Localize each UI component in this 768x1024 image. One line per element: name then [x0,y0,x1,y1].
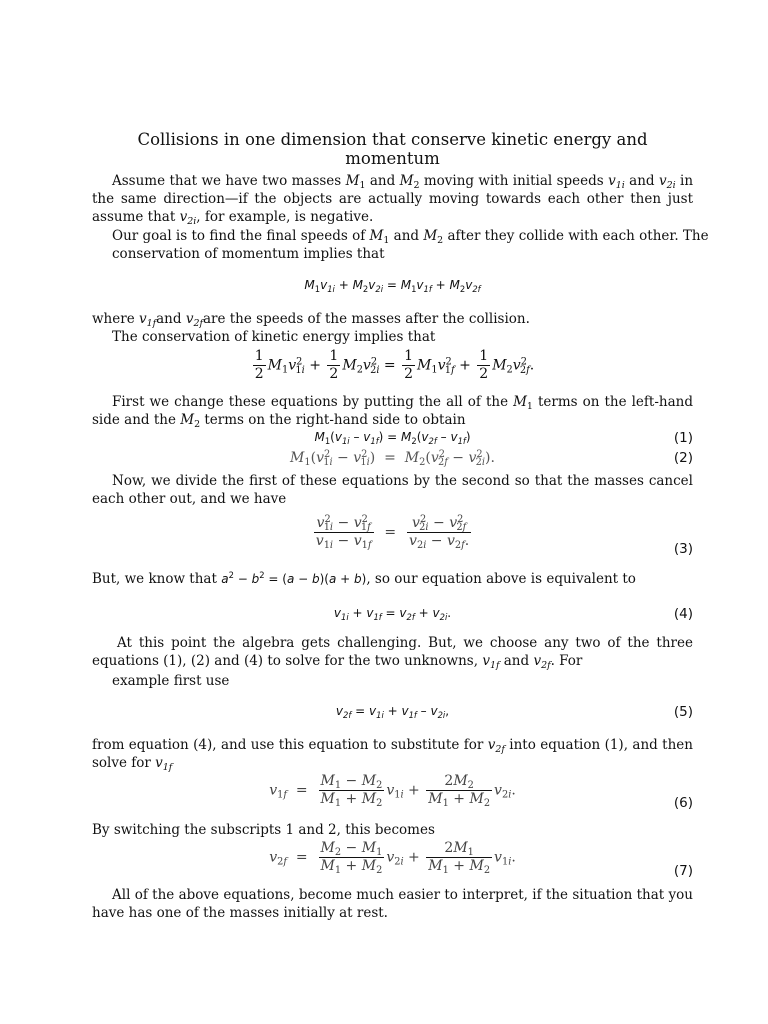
equation-7-row [92,840,693,880]
equation-1: $M_1(v_{1i} - v_{1f}) = M_2(v_{2f} - v_{1f})$ [314,430,471,446]
equation-number-3: (3) [673,541,693,557]
paragraph-example: example first use [112,673,230,689]
paragraph-goal-line1: Our goal is to find the final speeds of $M_1$ and $M_2$ after they collide with each other. The [112,228,709,246]
equation-number-2: (2) [673,450,693,466]
equation-number-6: (6) [673,795,693,811]
paragraph-where: where $v_{1f}and$ $v_{2f}are$ the speeds of the masses after the collision. [92,311,530,329]
equation-number-4: (4) [673,606,693,622]
equation-4: $v_{1i} + v_{1f} = v_{2f} + v_{2i}$. [333,606,452,622]
paragraph-substitute: from equation (4), and use this equation to substitute for $v_{2f}$ into equation (1), and then solve for $v_{1f}$ [92,737,693,773]
equation-6: $v_{1f}$ = $\frac{M_1 - M_2}{M_1 + M_2}$ $v_{1i}$ + $\frac{2M_2}{M_1 + M_2}$ $v_{2i}$. [269,773,516,809]
equation-2-row [92,450,693,470]
equation-3: $\frac{v^2_{1i} - v^2_{1f}}{v_{1i} - v_{1f}}$ = $\frac{v^2_{2i} - v^2_{2f}}{v_{2i} - v_{2f}.}$ [315,514,470,551]
equation-5-row [92,704,693,724]
paragraph-switch: By switching the subscripts 1 and 2, this becomes [92,822,435,838]
equation-number-7: (7) [673,863,693,879]
paragraph-intro: Assume that we have two masses $M_1$ and $M_2$ moving with initial speeds $v_{1i}$ and $v_{2i}$ in the same direction—if the objects are actually moving towards each other then just assume that $v_{2i}$, for example, is negative. [92,173,694,227]
page-title: Collisions in one dimension that conserve kinetic energy and momentum [137,130,648,168]
paragraph-divide: Now, we divide the first of these equations by the second so that the masses cancel each other out, and we have [92,473,693,507]
equation-momentum: $M_1v_{1i} + M_2v_{2i} = M_1v_{1f} + M_2v_{2f}$ [304,278,481,294]
equation-7: $v_{2f}$ = $\frac{M_2 - M_1}{M_1 + M_2}$ $v_{2i}$ + $\frac{2M_1}{M_1 + M_2}$ $v_{1i}$. [269,840,516,876]
paragraph-algebra: At this point the algebra gets challenging. But, we choose any two of the three equations (1), (2) and (4) to solve for the two unknowns, $v_{1f}$ and $v_{2f}$. For [92,635,693,671]
paragraph-identity: But, we know that $a^2 - b^2 = (a - b)(a + b)$, so our equation above is equivalent to [92,570,636,587]
equation-number-1: (1) [673,430,693,446]
equation-4-row [92,606,693,626]
equation-5: $v_{2f} = v_{1i} + v_{1f} - v_{2i}$, [335,704,450,720]
equation-2: $M_1(v^2_{1i} - v^2_{1i}) = M_2(v^2_{2f} - v^2_{2i})$. [290,449,495,468]
equation-6-row [92,773,693,813]
document-page [92,0,709,1024]
equation-number-5: (5) [673,704,693,720]
paragraph-goal-line2: conservation of momentum implies that [112,246,385,262]
paragraph-conclusion: All of the above equations, become much easier to interpret, if the situation that you have has one of the masses initially at rest. [92,887,693,921]
equation-3-row [92,515,693,559]
paragraph-rearrange: First we change these equations by putting the all of the $M_1$ terms on the left-hand side and the $M_2$ terms on the right-hand side to obtain [92,394,693,430]
equation-kinetic-energy: $\frac{1}{2}$ $M_1v^2_{1i}$ + $\frac{1}{2}$ $M_2v^2_{2i}$ = $\frac{1}{2}$ $M_1v^2_{1f}$ + $\frac{1}{2}$ $M_2v^2_{2f}$. [254,348,535,382]
paragraph-kinetic-intro: The conservation of kinetic energy implies that [112,329,436,345]
equation-1-row [92,430,693,450]
